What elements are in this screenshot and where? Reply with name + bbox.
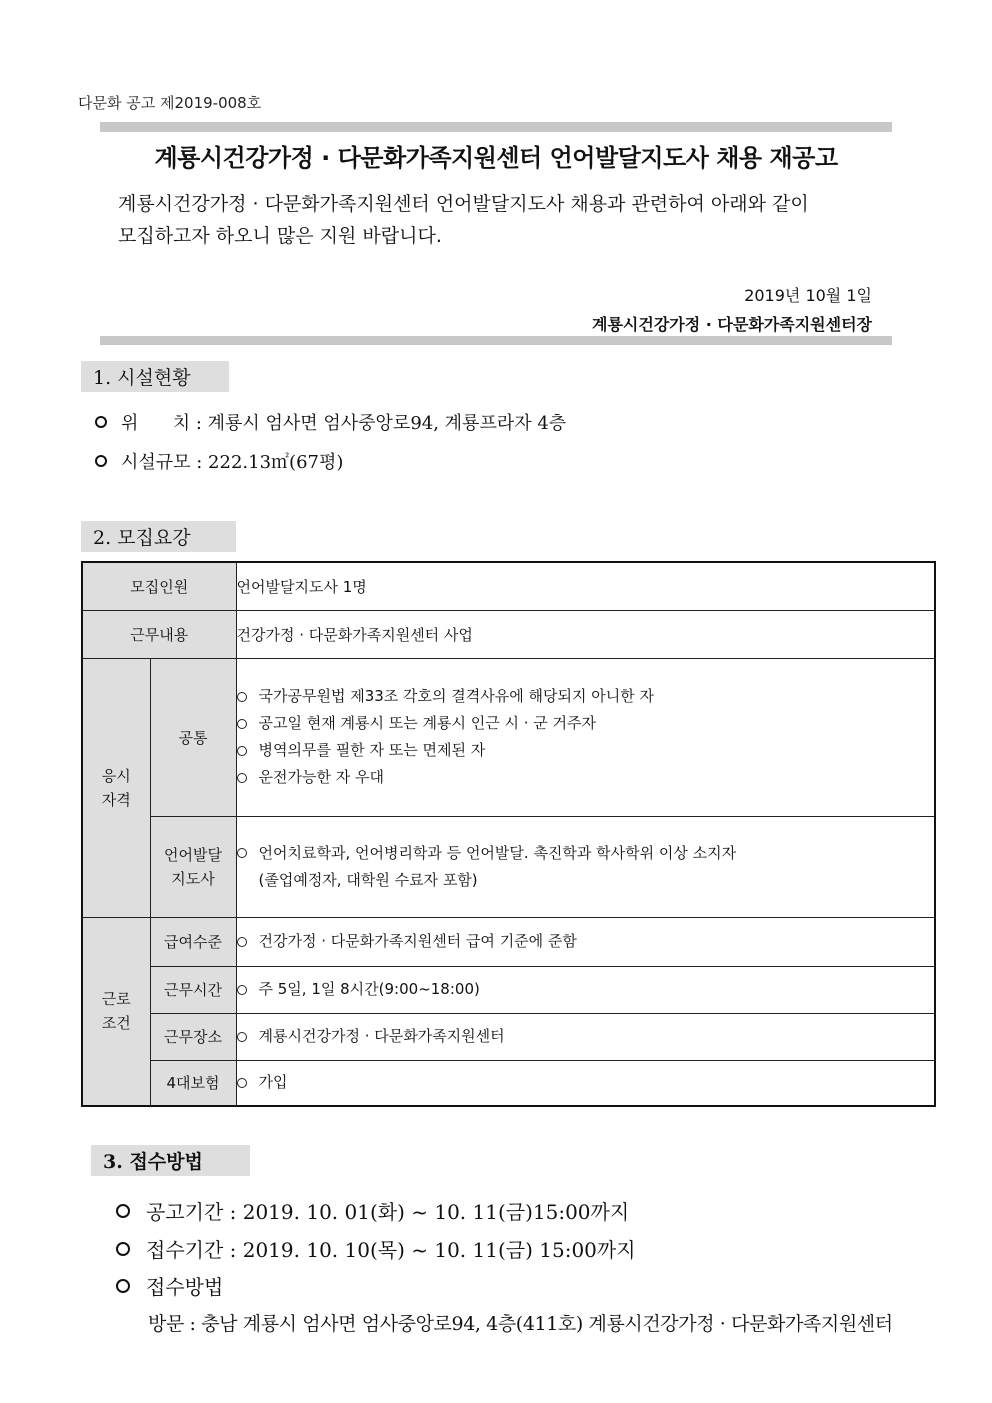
facility-location: 위 치 : 계룡시 엄사면 엄사중앙로94, 계룡프라자 4층 (95, 409, 566, 435)
dot-bullet-icon (237, 937, 247, 947)
table-row (82, 610, 935, 658)
list-item: 병역의무를 필한 자 또는 면제된 자 (237, 737, 935, 764)
list-item: 운전가능한 자 우대 (237, 764, 935, 791)
insurance-value: 가입 (236, 1060, 935, 1106)
intro-line-2: 모집하고자 하오니 많은 지원 바랍니다. (118, 225, 442, 247)
hours-label: 근무시간 (150, 966, 236, 1013)
list-item: 언어치료학과, 언어병리학과 등 언어발달. 촉진학과 학사학위 이상 소지자 (237, 840, 935, 867)
qualification-label: 응시 자격 (82, 658, 150, 917)
work-value: 건강가정 · 다문화가족지원센터 사업 (236, 610, 935, 658)
list-item: 공고일 현재 계룡시 또는 계룡시 인근 시 · 군 거주자 (237, 710, 935, 737)
table-row (82, 562, 935, 610)
section2-heading: 2. 모집요강 (81, 521, 236, 552)
common-label: 공통 (150, 658, 236, 816)
title-bottom-bar (100, 336, 892, 345)
common-requirements (236, 658, 935, 816)
dot-bullet-icon (237, 985, 247, 995)
title-top-bar (100, 122, 892, 132)
facility-size: 시설규모 : 222.13㎡(67평) (95, 448, 343, 474)
circle-bullet-icon (95, 455, 107, 467)
lang-sub-note: (졸업예정자, 대학원 수료자 포함) (258, 870, 478, 889)
table-row (82, 917, 935, 966)
table-row (82, 1013, 935, 1060)
document-number: 다문화 공고 제2019-008호 (78, 94, 262, 112)
dot-bullet-icon (237, 1078, 247, 1088)
application-period: 접수기간 : 2019. 10. 10(목) ~ 10. 11(금) 15:00까지 (116, 1234, 636, 1263)
notice-period: 공고기간 : 2019. 10. 01(화) ~ 10. 11(금)15:00까지 (116, 1196, 629, 1225)
recruitment-table (81, 561, 936, 1107)
list-item: 국가공무원법 제33조 각호의 결격사유에 해당되지 아니한 자 (237, 683, 935, 710)
section1-heading: 1. 시설현황 (81, 361, 229, 392)
table-row (82, 1060, 935, 1106)
dot-bullet-icon (237, 848, 247, 858)
conditions-label: 근로 조건 (82, 917, 150, 1106)
insurance-label: 4대보험 (150, 1060, 236, 1106)
announcement-date: 2019년 10월 1일 (744, 286, 872, 305)
salary-value: 건강가정 · 다문화가족지원센터 급여 기준에 준함 (236, 917, 935, 966)
dot-bullet-icon (237, 1032, 247, 1042)
circle-bullet-icon (95, 416, 107, 428)
intro-line-1: 계룡시건강가정 · 다문화가족지원센터 언어발달지도사 채용과 관련하여 아래와 같이 (118, 193, 809, 215)
intro-paragraph (118, 188, 878, 252)
visit-address: 방문 : 충남 계룡시 엄사면 엄사중앙로94, 4층(411호) 계룡시건강가정 · 다문화가족지원센터 (148, 1313, 893, 1335)
table-row (82, 966, 935, 1013)
lang-instructor-label: 언어발달 지도사 (150, 816, 236, 917)
location-value: 계룡시건강가정 · 다문화가족지원센터 (236, 1013, 935, 1060)
hours-value: 주 5일, 1일 8시간(9:00~18:00) (236, 966, 935, 1013)
recruit-label: 모집인원 (82, 562, 236, 610)
table-row (82, 658, 935, 816)
circle-bullet-icon (116, 1242, 130, 1256)
table-row (82, 816, 935, 917)
dot-bullet-icon (237, 692, 247, 702)
circle-bullet-icon (116, 1279, 130, 1293)
application-method: 접수방법 (116, 1271, 223, 1300)
salary-label: 급여수준 (150, 917, 236, 966)
page-title: 계룡시건강가정 · 다문화가족지원센터 언어발달지도사 채용 재공고 (154, 144, 838, 172)
lang-instructor-requirements (236, 816, 935, 917)
dot-bullet-icon (237, 719, 247, 729)
issuer: 계룡시건강가정 · 다문화가족지원센터장 (592, 315, 872, 334)
dot-bullet-icon (237, 746, 247, 756)
recruit-value: 언어발달지도사 1명 (236, 562, 935, 610)
dot-bullet-icon (237, 773, 247, 783)
title-block (100, 122, 892, 173)
section3-heading: 3. 접수방법 (91, 1145, 250, 1176)
location-label: 근무장소 (150, 1013, 236, 1060)
work-label: 근무내용 (82, 610, 236, 658)
circle-bullet-icon (116, 1204, 130, 1218)
